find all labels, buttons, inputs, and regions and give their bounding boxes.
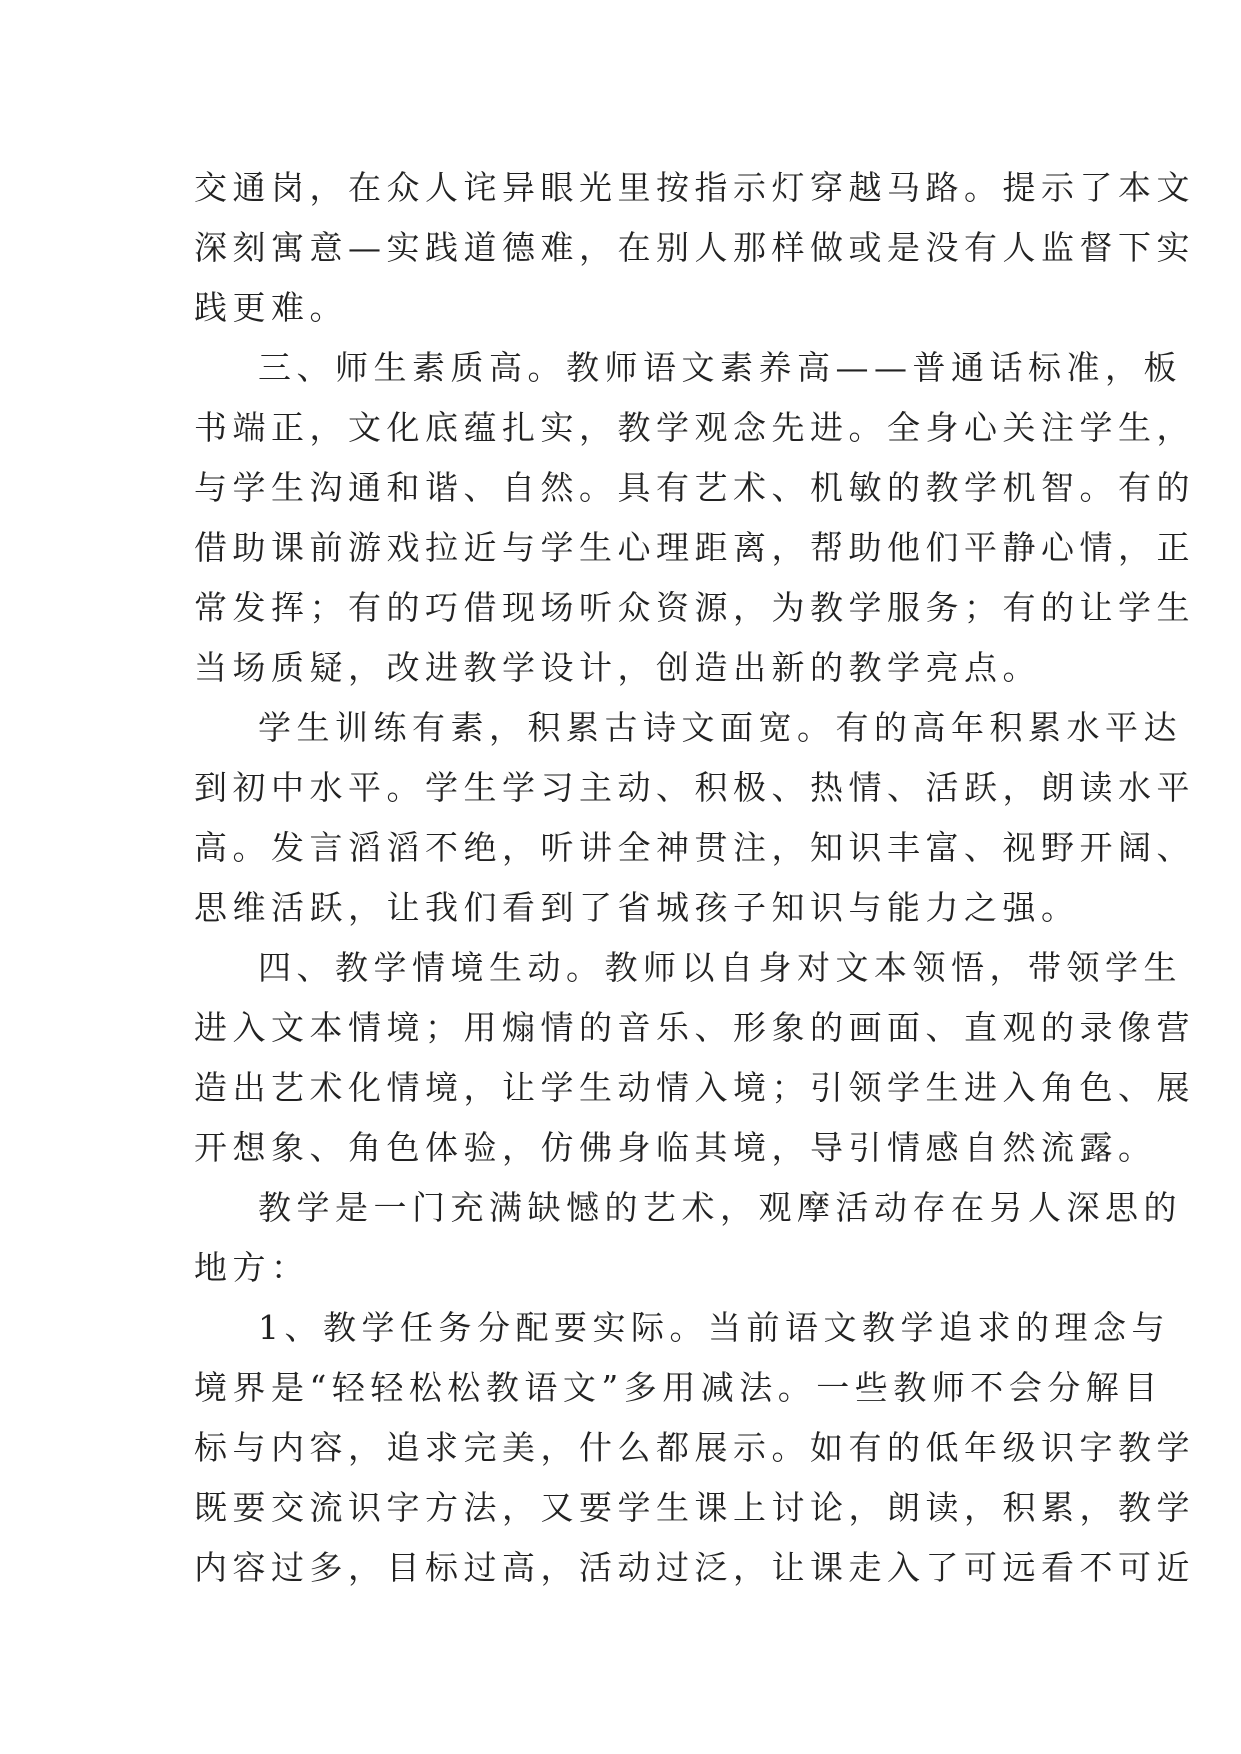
- text-line: 深刻寓意—实践道德难，在别人那样做或是没有人监督下实: [194, 228, 1195, 267]
- text-line: 地方：: [194, 1248, 310, 1287]
- text-line: 到初中水平。学生学习主动、积极、热情、活跃，朗读水平: [194, 768, 1195, 807]
- paragraph-start-line: 教学是一门充满缺憾的艺术，观摩活动存在另人深思的: [258, 1188, 1182, 1227]
- paragraph-start-line: 四、教学情境生动。教师以自身对文本领悟，带领学生: [258, 948, 1182, 987]
- text-line: 高。发言滔滔不绝，听讲全神贯注，知识丰富、视野开阔、: [194, 828, 1195, 867]
- text-line: 践更难。: [194, 288, 348, 327]
- text-line: 书端正，文化底蕴扎实，教学观念先进。全身心关注学生，: [194, 408, 1195, 447]
- text-line: 既要交流识字方法，又要学生课上讨论，朗读，积累，教学: [194, 1488, 1195, 1527]
- text-line: 与学生沟通和谐、自然。具有艺术、机敏的教学机智。有的: [194, 468, 1195, 507]
- text-line: 标与内容，追求完美，什么都展示。如有的低年级识字教学: [194, 1428, 1195, 1467]
- text-line: 借助课前游戏拉近与学生心理距离，帮助他们平静心情，正: [194, 528, 1195, 567]
- text-line: 进入文本情境；用煽情的音乐、形象的画面、直观的录像营: [194, 1008, 1195, 1047]
- text-line: 开想象、角色体验，仿佛身临其境，导引情感自然流露。: [194, 1128, 1157, 1167]
- text-line: 造出艺术化情境，让学生动情入境；引领学生进入角色、展: [194, 1068, 1195, 1107]
- paragraph-start-line: 三、师生素质高。教师语文素养高——普通话标准，板: [258, 348, 1182, 387]
- text-line: 思维活跃，让我们看到了省城孩子知识与能力之强。: [194, 888, 1080, 927]
- text-line: 内容过多，目标过高，活动过泛，让课走入了可远看不可近: [194, 1548, 1195, 1587]
- text-line: 当场质疑，改进教学设计，创造出新的教学亮点。: [194, 648, 1041, 687]
- text-line: 境界是“轻轻松松教语文”多用减法。一些教师不会分解目: [194, 1368, 1163, 1407]
- paragraph-start-line: 1、教学任务分配要实际。当前语文教学追求的理念与: [258, 1308, 1170, 1347]
- text-line: 交通岗，在众人诧异眼光里按指示灯穿越马路。提示了本文: [194, 168, 1195, 207]
- text-line: 常发挥；有的巧借现场听众资源，为教学服务；有的让学生: [194, 588, 1195, 627]
- paragraph-start-line: 学生训练有素，积累古诗文面宽。有的高年积累水平达: [258, 708, 1182, 747]
